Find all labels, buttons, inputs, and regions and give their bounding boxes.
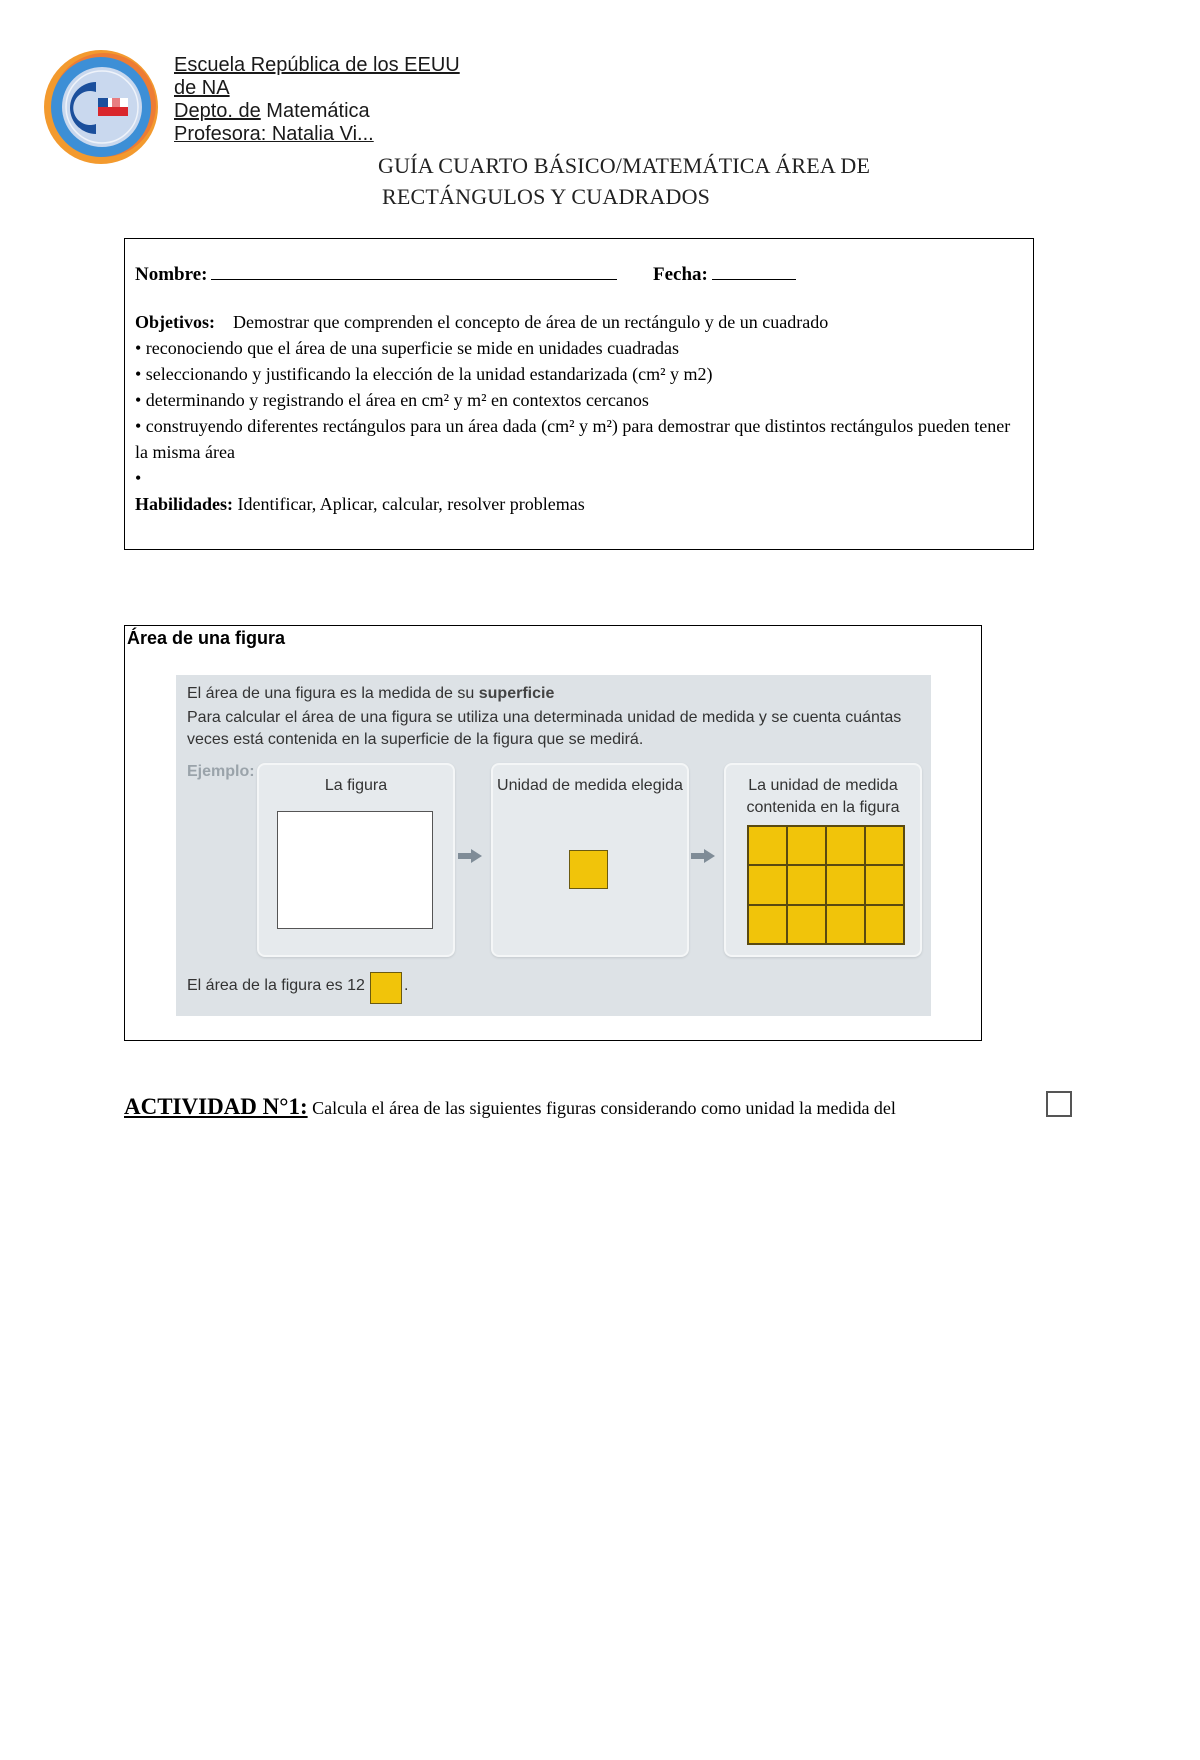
figure-card-title: La figura — [324, 777, 388, 794]
definition-text: El área de una figura es la medida de su — [187, 685, 479, 702]
grid-unit-cell — [787, 865, 826, 904]
date-row — [653, 261, 796, 286]
grid-unit-cell — [865, 905, 904, 944]
school-name: Escuela República de los EEUU — [174, 54, 460, 76]
example-panel — [176, 675, 931, 1016]
grid-unit-cell — [865, 865, 904, 904]
school-header — [174, 54, 460, 142]
date-label: Fecha: — [653, 264, 708, 285]
grid-unit-cell — [748, 826, 787, 865]
objectives-section — [135, 309, 1015, 517]
activity-title: ACTIVIDAD N°1: — [124, 1094, 308, 1119]
result-period: . — [404, 977, 409, 994]
grid-unit-cell — [826, 865, 865, 904]
name-row — [135, 261, 617, 286]
skills-text: Identificar, Aplicar, calcular, resolver problemas — [237, 494, 585, 514]
grid-card — [724, 763, 922, 957]
area-heading: Área de una figura — [127, 628, 286, 648]
info-box — [124, 238, 1034, 550]
unit-measure-square — [1046, 1091, 1072, 1117]
result-text: El área de la figura es 12 — [187, 977, 365, 994]
arrow-right-icon — [458, 849, 482, 863]
arrow-right-icon — [691, 849, 715, 863]
unit-card — [491, 763, 689, 957]
unit-square — [569, 850, 608, 889]
skills-label: Habilidades: — [135, 494, 234, 514]
unit-card-title: Unidad de medida elegida — [497, 777, 683, 794]
grid-unit-cell — [748, 905, 787, 944]
skills-row — [135, 491, 1015, 517]
objective-bullet: • construyendo diferentes rectángulos para un área dada (cm² y m²) para demostrar que distintos rectángulos pueden tener la misma área — [135, 416, 1011, 462]
objectives-text: Demostrar que comprenden el concepto de área de un rectángulo y de un cuadrado — [233, 312, 829, 332]
title-line1: GUÍA CUARTO BÁSICO/MATEMÁTICA ÁREA DE — [378, 153, 871, 178]
objective-bullet: • seleccionando y justificando la elección de la unidad estandarizada (cm² y m2) — [135, 364, 713, 384]
definition-keyword: superficie — [478, 685, 555, 702]
grid-unit-cell — [787, 826, 826, 865]
name-label: Nombre: — [135, 264, 208, 285]
objectives-heading-row — [135, 309, 1015, 335]
grid-unit-cell — [787, 905, 826, 944]
objectives-label: Objetivos: — [135, 312, 215, 332]
figure-card — [257, 763, 455, 957]
result-unit-square — [370, 972, 402, 1004]
area-box — [124, 625, 982, 1041]
title-line2: RECTÁNGULOS Y CUADRADOS — [382, 184, 711, 209]
explanation-paragraph: Para calcular el área de una figura se utiliza una determinada unidad de medida y se cuenta cuántas veces está contenida en la superficie de la figura que se medirá. — [187, 709, 902, 748]
grid-card-title: La unidad de medida contenida en la figura — [746, 777, 900, 816]
school-logo — [42, 48, 160, 166]
objective-bullet: • — [135, 468, 142, 488]
department-prefix: Depto. de — [174, 100, 261, 122]
grid-unit-cell — [865, 826, 904, 865]
figure-rectangle — [277, 811, 433, 929]
date-blank[interactable] — [712, 261, 796, 280]
department — [174, 100, 460, 123]
grid-unit-cell — [826, 826, 865, 865]
activity-instructions: Calcula el área de las siguientes figuras considerando como unidad la medida del — [307, 1098, 896, 1118]
name-blank[interactable] — [211, 261, 617, 280]
objective-bullet: • determinando y registrando el área en cm² y m² en contextos cercanos — [135, 390, 649, 410]
definition-line — [187, 685, 554, 703]
grid-unit-cell — [748, 865, 787, 904]
page-title — [378, 150, 870, 212]
unit-grid — [747, 825, 905, 945]
grid-unit-cell — [826, 905, 865, 944]
activity-1 — [124, 1094, 896, 1120]
school-name-cont: de NA — [174, 77, 230, 99]
department-subject: Matemática — [260, 100, 370, 122]
teacher-line: Profesora: Natalia Vi... — [174, 123, 374, 142]
example-label: Ejemplo: — [187, 763, 255, 780]
objective-bullet: • reconociendo que el área de una superficie se mide en unidades cuadradas — [135, 338, 680, 358]
